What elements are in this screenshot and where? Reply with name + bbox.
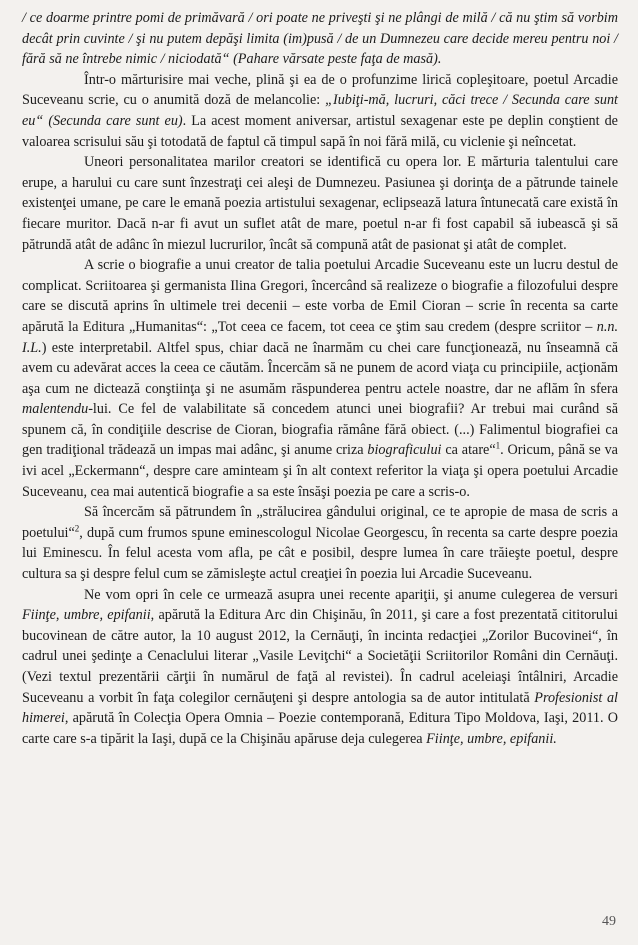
paragraph-5: Ne vom opri în cele ce urmează asupra unei recente apariţii, şi anume culegerea de versuri Fiinţe, umbre, epifanii, apărută la Editura Arc din Chişinău, în 2011, şi care a fost prezentată cititorului bucovinean de către autor, la 10 august 2012, la Cernăuţi, în incinta redacţiei „Zorilor Bucovinei“, în cadrul unei şedinţe a Cenaclului literar „Vasile Leviţchi“ a Societăţii Scriitorilor Români din Cernăuţi. (Vezi textul prezentării cărţii în numărul de faţă al revistei). În cadrul aceleiaşi întâlniri, Arcadie Suceveanu a vorbit în faţa colegilor cernăuţeni şi despre antologia sa de autor intitulată Profesionist al himerei, apărută în Colecţia Opera Omnia – Poezie contemporană, Editura Tipo Moldova, Iaşi, 2011. O carte care s-a tipărit la Iaşi, după ce la Chişinău apăruse deja culegerea Fiinţe, umbre, epifanii.	[22, 586, 619, 747]
paragraph-3: A scrie o biografie a unui creator de talia poetului Arcadie Suceveanu este un lucru destul de complicat. Scriitoarea şi germanista Ilina Gregori, încercând să realizeze o biografie a filozofului despre care se discută aprins în ultimele trei decenii – este vorba de Emil Cioran – scrie în recenta sa carte apărută la Editura „Humanitas“: „Tot ceea ce facem, tot ceea ce ştim sau credem (despre scriitor – n.n. I.L.) este interpretabil. Altfel spus, chiar dacă ne înarmăm cu chei care funcţionează, nu înseamnă că avem cu adevărat acces la ceea ce căutăm. Încercăm să ne punem de acord viaţa cu principiile, acţionăm aşa cum ne dictează conştiinţa şi ne asumăm răspunderea pentru actele noastre, dar ne aflăm în sfera malentendu-lui. Ce fel de valabilitate să concedem atunci unei biografii? Ar trebui mai curând să spunem că, în condiţiile descrise de Cioran, biografia rămâne fără obiect. (...) Falimentul biografiei ca gen tradiţional trădează un impas mai adânc, şi anume criza biograficului ca atare“$^1$. Oricum, până se va ivi acel „Eckermann“, despre care aminteam şi în alt context referitor la viaţa şi opera poetului Arcadie Suceveanu, cea mai autentică biografie a sa este însăşi poezia pe care a scris-o.	[22, 257, 618, 500]
paragraph-4: Să încercăm să pătrundem în „strălucirea gândului original, ce te apropie de masa de scris a poetului“$^2$, după cum frumos spune eminescologul Nicolae Georgescu, în recenta sa carte despre poezia lui Eminescu. În felul acesta vom afla, pe cât e posibil, despre lumea în care trăieşte poetul, despre cultura sa şi despre felul cum se zămisleşte actul creaţiei în poezia lui Arcadie Suceveanu.	[22, 504, 618, 583]
page-number: 49	[602, 914, 616, 929]
paragraph-2: Uneori personalitatea marilor creatori se identifică cu opera lor. E mărturia talentului care erupe, a harului cu care sunt înzestraţi cei aleşi de Dumnezeu. Pasiunea şi dorinţa de a pătrunde tainele existenţei umane, pe care le emană poezia artistului sexagenar, eclipsează latura întunecată care există în fiecare muritor. Dacă n-ar fi avut un suflet atât de mare, poetul n-ar fi fost capabil să iubească şi să pătrundă atât de adânc în miezul lucrurilor, încât să compună atât de pasionat şi atât de complet.	[22, 154, 618, 253]
article-body	[22, 8, 618, 749]
paragraph-0: / ce doarme printre pomi de primăvară / ori poate ne priveşti şi ne plângi de milă / că nu ştim să vorbim decât prin cuvinte / şi nu putem depăşi limita (im)pusă / de un Dumnezeu care decide mereu pentru noi / fără să ne întrebe nimic / niciodată“ (Pahare vărsate peste faţa de masă).	[22, 10, 618, 68]
paragraph-1: Într-o mărturisire mai veche, plină şi ea de o profunzime lirică copleşitoare, poetul Arcadie Suceveanu scrie, cu o anumită doză de melancolie: „Iubiţi-mă, lucruri, căci trece / Secunda care sunt eu“ (Secunda care sunt eu). La acest moment aniversar, artistul sexagenar este pe deplin conştient de valoarea scrisului său şi totodată de faptul că timpul sapă în noi fără milă, cu viclenie şi neîncetat.	[22, 71, 618, 150]
